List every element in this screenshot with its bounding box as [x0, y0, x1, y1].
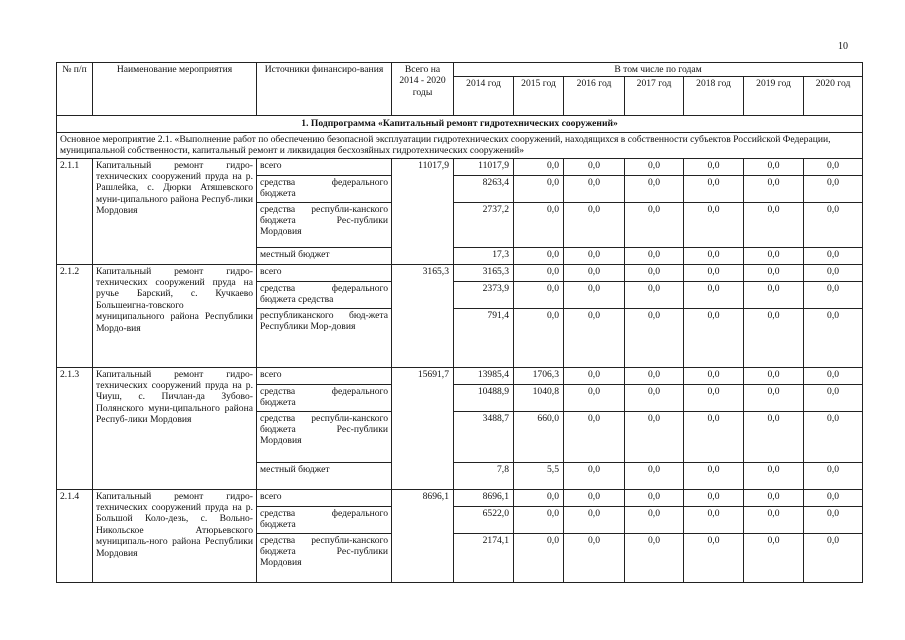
item-name: Капитальный ремонт гидро-технических сооружений пруда на р. Рашлейка, с. Дюрки Атяшевского муни-ципального района Респуб-лики Мордовия [93, 158, 257, 264]
year-value: 1040,8 [514, 384, 564, 411]
year-value: 0,0 [804, 384, 863, 411]
year-value: 0,0 [514, 489, 564, 506]
year-value: 0,0 [564, 202, 625, 247]
year-value: 0,0 [564, 264, 625, 281]
year-value: 660,0 [514, 411, 564, 462]
year-value: 0,0 [684, 411, 744, 462]
section-title: 1. Подпрограмма «Капитальный ремонт гидротехнических сооружений» [57, 116, 863, 132]
year-value: 7,8 [454, 462, 514, 489]
year-value: 3165,3 [454, 264, 514, 281]
year-value: 0,0 [625, 489, 684, 506]
year-value: 0,0 [804, 264, 863, 281]
year-value: 8696,1 [454, 489, 514, 506]
section-row [57, 116, 863, 132]
funding-source: средства федерального бюджета [257, 506, 392, 533]
year-value: 0,0 [744, 533, 804, 582]
year-value: 0,0 [684, 384, 744, 411]
header-year: 2018 год [684, 77, 744, 116]
table-row [57, 264, 863, 281]
year-value: 0,0 [684, 175, 744, 202]
year-value: 0,0 [684, 247, 744, 264]
funding-source: всего [257, 489, 392, 506]
year-value: 0,0 [744, 281, 804, 308]
page-number: 10 [838, 41, 848, 52]
header-total: Всего на 2014 - 2020 годы [392, 63, 454, 116]
table-row [57, 158, 863, 175]
funding-source: местный бюджет [257, 462, 392, 489]
header-source: Источники финансиро-вания [257, 63, 392, 116]
item-total: 8696,1 [392, 489, 454, 582]
year-value: 0,0 [564, 462, 625, 489]
header-name: Наименование мероприятия [93, 63, 257, 116]
year-value: 8263,4 [454, 175, 514, 202]
funding-source: средства республи-канского бюджета Рес-публики Мордовия [257, 411, 392, 462]
year-value: 0,0 [564, 281, 625, 308]
year-value: 0,0 [514, 264, 564, 281]
year-value: 0,0 [625, 308, 684, 367]
year-value: 0,0 [564, 384, 625, 411]
item-number: 2.1.3 [57, 367, 93, 489]
main-activity: Основное мероприятие 2.1. «Выполнение работ по обеспечению безопасной эксплуатации гидротехнических сооружений, находящихся в собственности субъектов Российской Федерации, муниципальной собственности, капитальный ремонт и ликвидация бесхозяйных гидротехнических сооружений» [57, 132, 863, 158]
item-name: Капитальный ремонт гидро-технических сооружений пруда на ручье Барский, с. Кучкаево Большеигна-товского муниципального района Республики Мордо-вия [93, 264, 257, 367]
year-value: 791,4 [454, 308, 514, 367]
table-row [57, 489, 863, 506]
year-value: 0,0 [804, 158, 863, 175]
year-value: 5,5 [514, 462, 564, 489]
year-value: 0,0 [744, 462, 804, 489]
year-value: 0,0 [625, 264, 684, 281]
year-value: 0,0 [514, 281, 564, 308]
year-value: 0,0 [684, 489, 744, 506]
year-value: 0,0 [684, 308, 744, 367]
funding-source: всего [257, 367, 392, 384]
year-value: 1706,3 [514, 367, 564, 384]
year-value: 0,0 [514, 506, 564, 533]
year-value: 0,0 [514, 202, 564, 247]
header-year: 2014 год [454, 77, 514, 116]
year-value: 0,0 [625, 367, 684, 384]
funding-source: республиканского бюд-жета Республики Мор-довия [257, 308, 392, 367]
year-value: 0,0 [744, 308, 804, 367]
year-value: 0,0 [744, 264, 804, 281]
year-value: 0,0 [804, 247, 863, 264]
year-value: 0,0 [625, 462, 684, 489]
year-value: 0,0 [564, 411, 625, 462]
year-value: 0,0 [744, 175, 804, 202]
header-year: 2016 год [564, 77, 625, 116]
year-value: 0,0 [564, 247, 625, 264]
item-name: Капитальный ремонт гидро-технических сооружений пруда на р. Большой Коло-дезь, с. Вольно-Никольское Атюрьевского муниципаль-ного района Республики Мордовия [93, 489, 257, 582]
year-value: 0,0 [684, 533, 744, 582]
year-value: 0,0 [804, 367, 863, 384]
year-value: 0,0 [744, 384, 804, 411]
year-value: 0,0 [564, 158, 625, 175]
year-value: 0,0 [804, 202, 863, 247]
year-value: 2174,1 [454, 533, 514, 582]
year-value: 0,0 [804, 462, 863, 489]
item-number: 2.1.1 [57, 158, 93, 264]
year-value: 0,0 [744, 411, 804, 462]
year-value: 11017,9 [454, 158, 514, 175]
year-value: 0,0 [514, 175, 564, 202]
item-name: Капитальный ремонт гидро-технических сооружений пруда на р. Чиуш, с. Пичлан-да Зубово-Полянского муни-ципального района Респуб-лики Мордовия [93, 367, 257, 489]
year-value: 0,0 [804, 308, 863, 367]
funding-source: средства республи-канского бюджета Рес-публики Мордовия [257, 533, 392, 582]
year-value: 0,0 [514, 533, 564, 582]
funding-source: средства федерального бюджета [257, 175, 392, 202]
year-value: 0,0 [684, 158, 744, 175]
main-activity-row [57, 132, 863, 158]
year-value: 0,0 [564, 489, 625, 506]
year-value: 6522,0 [454, 506, 514, 533]
year-value: 0,0 [625, 175, 684, 202]
year-value: 0,0 [684, 281, 744, 308]
item-total: 11017,9 [392, 158, 454, 264]
year-value: 3488,7 [454, 411, 514, 462]
header-year: 2020 год [804, 77, 863, 116]
year-value: 0,0 [804, 489, 863, 506]
year-value: 10488,9 [454, 384, 514, 411]
year-value: 0,0 [744, 506, 804, 533]
year-value: 0,0 [744, 158, 804, 175]
year-value: 17,3 [454, 247, 514, 264]
year-value: 0,0 [744, 247, 804, 264]
year-value: 0,0 [625, 533, 684, 582]
year-value: 0,0 [804, 506, 863, 533]
table-row [57, 367, 863, 384]
year-value: 13985,4 [454, 367, 514, 384]
year-value: 0,0 [625, 384, 684, 411]
year-value: 0,0 [564, 308, 625, 367]
funding-source: всего [257, 264, 392, 281]
funding-source: средства республи-канского бюджета Рес-публики Мордовия [257, 202, 392, 247]
year-value: 0,0 [625, 247, 684, 264]
year-value: 0,0 [514, 308, 564, 367]
year-value: 0,0 [625, 158, 684, 175]
year-value: 0,0 [625, 506, 684, 533]
year-value: 0,0 [514, 247, 564, 264]
year-value: 0,0 [804, 281, 863, 308]
year-value: 0,0 [744, 367, 804, 384]
year-value: 0,0 [804, 411, 863, 462]
year-value: 0,0 [684, 462, 744, 489]
year-value: 0,0 [684, 202, 744, 247]
funding-source: средства федерального бюджета средства [257, 281, 392, 308]
funding-source: местный бюджет [257, 247, 392, 264]
item-total: 15691,7 [392, 367, 454, 489]
year-value: 0,0 [744, 489, 804, 506]
year-value: 0,0 [564, 367, 625, 384]
item-number: 2.1.4 [57, 489, 93, 582]
year-value: 0,0 [564, 506, 625, 533]
year-value: 0,0 [625, 281, 684, 308]
header-row [57, 63, 863, 77]
item-number: 2.1.2 [57, 264, 93, 367]
year-value: 0,0 [625, 202, 684, 247]
year-value: 0,0 [684, 506, 744, 533]
year-value: 2737,2 [454, 202, 514, 247]
funding-source: всего [257, 158, 392, 175]
year-value: 0,0 [564, 175, 625, 202]
year-value: 0,0 [804, 533, 863, 582]
year-value: 0,0 [684, 264, 744, 281]
year-value: 0,0 [684, 367, 744, 384]
year-value: 0,0 [514, 158, 564, 175]
header-year: 2019 год [744, 77, 804, 116]
header-year: 2015 год [514, 77, 564, 116]
year-value: 0,0 [625, 411, 684, 462]
item-total: 3165,3 [392, 264, 454, 367]
funding-source: средства федерального бюджета [257, 384, 392, 411]
year-value: 0,0 [564, 533, 625, 582]
year-value: 0,0 [744, 202, 804, 247]
year-value: 0,0 [804, 175, 863, 202]
financing-table [56, 62, 863, 583]
header-year: 2017 год [625, 77, 684, 116]
header-num: № п/п [57, 63, 93, 116]
year-value: 2373,9 [454, 281, 514, 308]
header-years-group: В том числе по годам [454, 63, 863, 77]
